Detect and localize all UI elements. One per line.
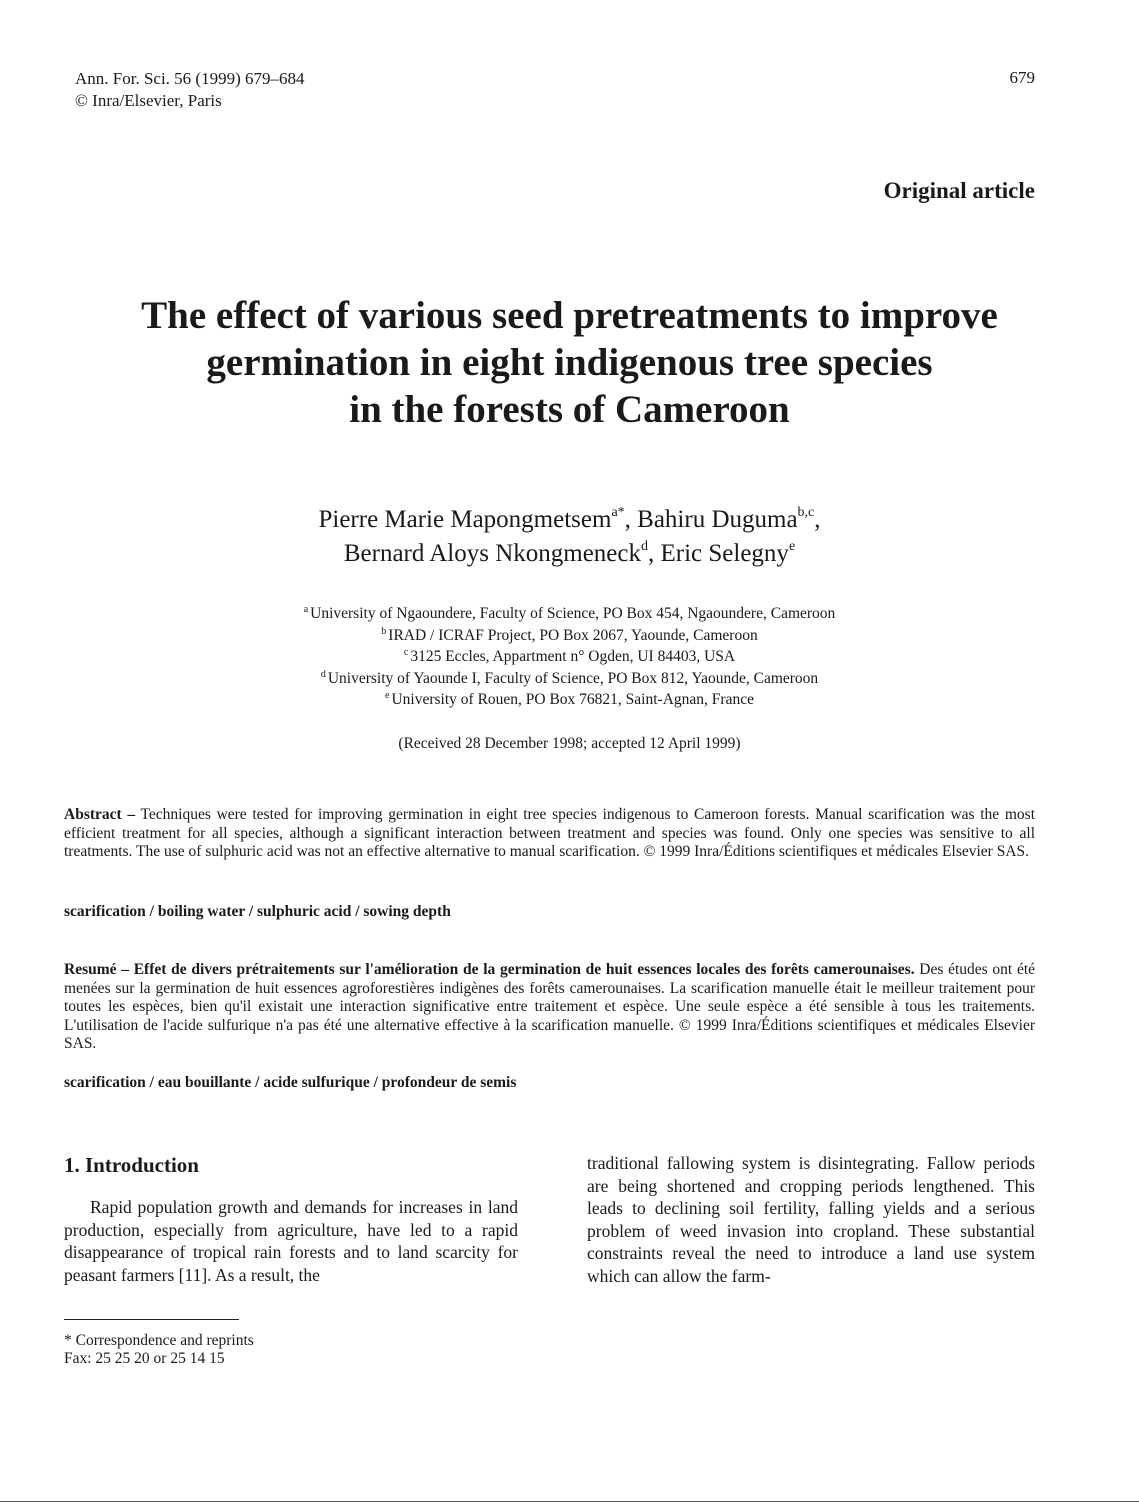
footnote-fax: Fax: 25 25 20 or 25 14 15 [64, 1350, 225, 1367]
author-name: Bernard Aloys Nkongmeneck [343, 540, 641, 567]
page-number: 679 [1009, 68, 1035, 87]
affiliation-mark: c [403, 647, 409, 658]
resume-title: Resumé – Effet de divers prétraitements sur l'amélioration de la germination de huit essences locales des forêts camerounaises. [64, 961, 915, 978]
article-type: Original article [883, 178, 1035, 203]
author-name: Pierre Marie Mapongmetsem [318, 506, 612, 533]
resume-french [64, 961, 1035, 1054]
body-text-right-column: traditional fallowing system is disintegrating. Fallow periods are being shortened and cropping periods lengthened. This leads to declining soil fertility, falling yields and a serious problem of weed invasion into cropland. These substantial constraints reveal the need to introduce a land use system which can allow the farm- [587, 1153, 1035, 1286]
affiliation-item [0, 689, 1139, 711]
section-heading: 1. Introduction [64, 1153, 199, 1177]
author-separator: , [648, 540, 661, 567]
body-text-left-column: Rapid population growth and demands for increases in land production, especially from agriculture, have led to a rapid disappearance of tropical rain forests and to land scarcity for peasant farmers [11]. As a result, the [64, 1197, 518, 1285]
keywords-english: scarification / boiling water / sulphuric acid / sowing depth [64, 903, 451, 920]
affiliation-text: 3125 Eccles, Appartment n° Ogden, UI 84403, USA [410, 648, 736, 665]
affiliation-item [0, 668, 1139, 690]
affiliation-text: IRAD / ICRAF Project, PO Box 2067, Yaounde, Cameroon [388, 626, 758, 644]
affiliation-mark: b [381, 625, 387, 637]
title-line-1: The effect of various seed pretreatments to improve [141, 294, 998, 337]
abstract-text: Techniques were tested for improving germination in eight tree species indigenous to Cameroon forests. Manual scarification was the most efficient treatment for all species, although a significant interaction between treatment and species was found. Only one species was sensitive to all treatments. The use of sulphuric acid was not an effective alternative to manual scarification. © 1999 Inra/Éditions scientifiques et médicales Elsevier SAS. [64, 806, 1035, 860]
footnote-correspondence: * Correspondence and reprints [64, 1332, 254, 1349]
affiliation-item [0, 646, 1139, 668]
publisher-line: © Inra/Elsevier, Paris [75, 91, 222, 110]
authors-line-1 [0, 503, 1139, 537]
authors-line-2 [0, 537, 1139, 571]
abstract-label: Abstract – [64, 806, 136, 823]
keywords-french: scarification / eau bouillante / acide sulfurique / profondeur de semis [64, 1074, 517, 1091]
title-line-3: in the forests of Cameroon [349, 388, 790, 431]
footnote [64, 1332, 254, 1368]
affiliation-text: University of Yaounde I, Faculty of Science, PO Box 812, Yaounde, Cameroon [327, 669, 819, 687]
affiliation-text: University of Ngaoundere, Faculty of Science, PO Box 454, Ngaoundere, Cameroon [310, 605, 836, 622]
journal-reference [75, 68, 305, 112]
author-list [0, 503, 1139, 571]
affiliation-text: University of Rouen, PO Box 76821, Saint-Agnan, France [391, 691, 754, 708]
footnote-divider [64, 1319, 239, 1320]
author-affiliation-mark: d [641, 539, 648, 554]
affiliation-mark: d [320, 668, 326, 680]
abstract [64, 806, 1035, 862]
author-affiliation-mark: b,c [797, 505, 815, 520]
author-name: Eric Selegny [660, 540, 789, 567]
affiliation-mark: a [303, 604, 309, 615]
title-line-2: germination in eight indigenous tree species [206, 341, 933, 384]
affiliation-item [0, 603, 1139, 625]
journal-citation: Ann. For. Sci. 56 (1999) 679–684 [75, 69, 305, 88]
author-name: Bahiru Duguma [637, 506, 798, 533]
author-separator: , [814, 506, 821, 533]
page-bottom-edge [0, 1501, 1139, 1502]
article-title [0, 292, 1139, 433]
affiliation-list [0, 603, 1139, 711]
author-affiliation-mark: e [788, 539, 796, 554]
author-affiliation-mark: a* [611, 505, 625, 520]
received-dates: (Received 28 December 1998; accepted 12 April 1999) [398, 735, 741, 752]
affiliation-mark: e [385, 690, 390, 701]
affiliation-item [0, 625, 1139, 647]
author-separator: , [624, 506, 638, 533]
resume-text: Des études ont été menées sur la germination de huit essences agroforestières indigènes des forêts camerounaises. La scarification manuelle était le meilleur traitement pour toutes les espèces, bien qu'il existait une interaction significative entre traitement et espèce. Une seule espèce a été sensible à tous les traitements. L'utilisation de l'acide sulfurique n'a pas été une alternative effective à la scarification manuelle. © 1999 Inra/Éditions scientifiques et médicales Elsevier SAS. [64, 961, 1036, 1052]
